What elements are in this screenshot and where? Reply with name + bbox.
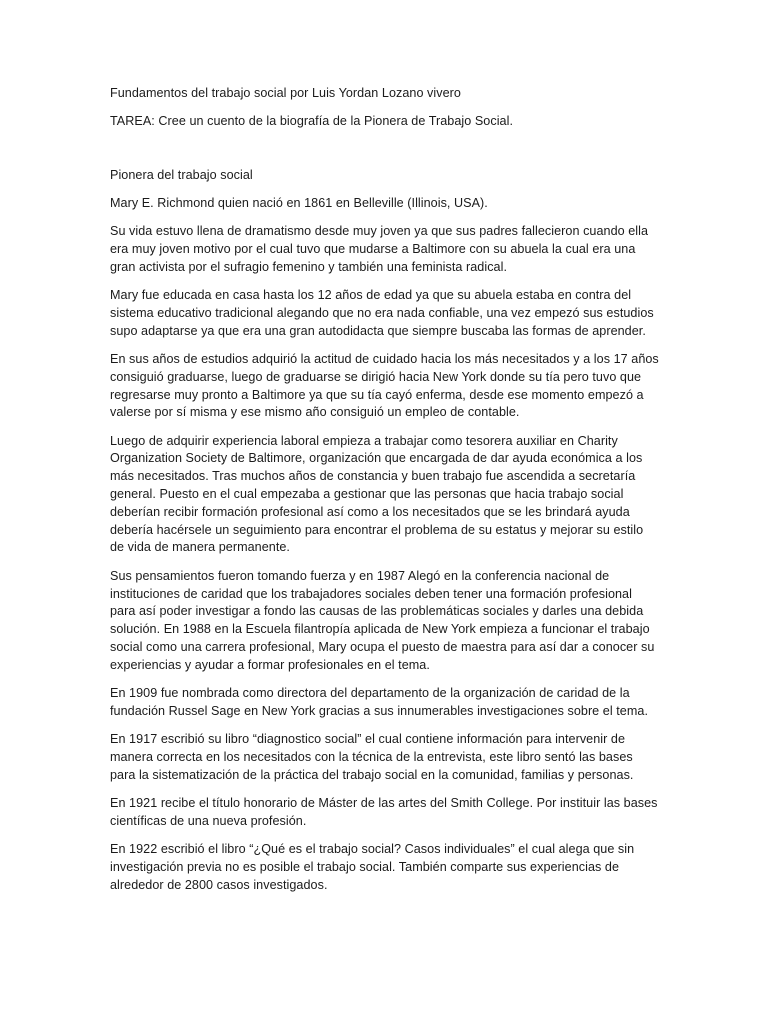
section-title: Pionera del trabajo social: [110, 167, 253, 182]
task-statement: TAREA: Cree un cuento de la biografía de la Pionera de Trabajo Social.: [110, 114, 514, 129]
paragraph-conference: Sus pensamientos fueron tomando fuerza y en 1987 Alegó en la conferencia nacional de instituciones de caridad que los trabajadores sociales deben tener una formación profesional para así poder investigar a fondo las causas de las problemáticas sociales y darles una debida solución. En 1988 en la Escuela filantropía aplicada de New York empieza a funcionar el trabajo social como una carrera profesional, Mary ocupa el puesto de maestra para así dar a conocer su experiencias y ayudar a formar profesionales en el tema.: [110, 568, 655, 672]
paragraph-early-life: Su vida estuvo llena de dramatismo desde muy joven ya que sus padres fallecieron cuando ella era muy joven motivo por el cual tuvo que mudarse a Baltimore con su abuela la cual era una gran activista por el sufragio femenino y también una feminista radical.: [110, 224, 649, 274]
paragraph-1921: En 1921 recibe el título honorario de Máster de las artes del Smith College. Por instituir las bases científicas de una nueva profesión.: [110, 796, 658, 828]
paragraph-work-experience: Luego de adquirir experiencia laboral empieza a trabajar como tesorera auxiliar en Charity Organization Society de Baltimore, organización que encargada de dar ayuda económica a los más necesitados. Tras muchos años de constancia y buen trabajo fue ascendida a secretaría general. Puesto en el cual empezaba a gestionar que las personas que hacia trabajo social deberían recibir formación profesional así como a los necesitados que se les brindará ayuda debería hacérsele un seguimiento para encontrar el problema de su estatus y mejorar su estilo de vida de manera permanente.: [110, 433, 644, 555]
document-page: [110, 85, 660, 905]
blank-line: [110, 142, 660, 167]
intro-paragraph: Mary E. Richmond quien nació en 1861 en Belleville (Illinois, USA).: [110, 195, 488, 210]
paragraph-1922: En 1922 escribió el libro “¿Qué es el trabajo social? Casos individuales” el cual alega que sin investigación previa no es posible el trabajo social. También comparte sus experiencias de alrededor de 2800 casos investigados.: [110, 842, 635, 892]
paragraph-studies: En sus años de estudios adquirió la actitud de cuidado hacia los más necesitados y a los 17 años consiguió graduarse, luego de graduarse se dirigió hacia New York donde su tía pero tuvo que regresarse muy pronto a Baltimore ya que su tía cayó enferma, desde ese momento empezó a valerse por sí misma y ese mismo año consiguió un empleo de contable.: [110, 351, 659, 420]
document-header: Fundamentos del trabajo social por Luis Yordan Lozano vivero: [110, 86, 461, 100]
paragraph-1917: En 1917 escribió su libro “diagnostico social” el cual contiene información para intervenir de manera correcta en los necesitados con la técnica de la entrevista, este libro sentó las bases para la sistematización de la práctica del trabajo social en la comunidad, familias y personas.: [110, 732, 634, 782]
paragraph-1909: En 1909 fue nombrada como directora del departamento de la organización de caridad de la fundación Russel Sage en New York gracias a sus innumerables investigaciones sobre el tema.: [110, 686, 648, 718]
paragraph-education: Mary fue educada en casa hasta los 12 años de edad ya que su abuela estaba en contra del sistema educativo tradicional alegando que no era nada confiable, una vez empezó sus estudios supo adaptarse ya que era una gran autodidacta que siempre buscaba las formas de aprender.: [110, 288, 654, 338]
